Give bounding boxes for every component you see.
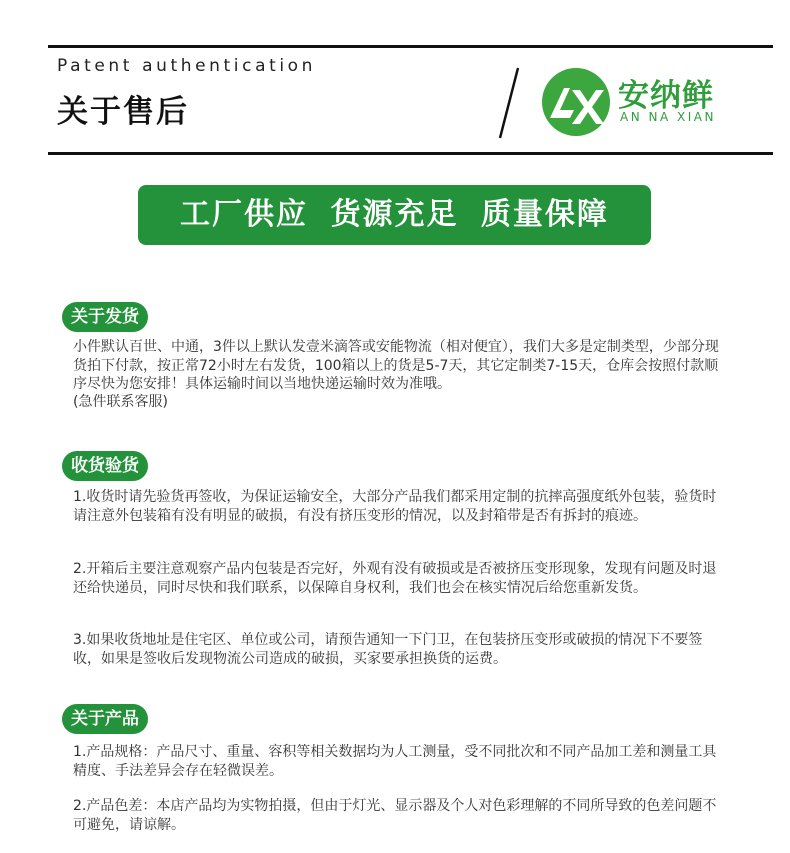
inspection-paragraph-1: 1.收货时请先验货再签收，为保证运输安全，大部分产品我们都采用定制的抗摔高强度纸外包装，验货时请注意外包装箱有没有明显的破损，有没有挤压变形的情况，以及封箱带是否有拆封的痕迹。 bbox=[73, 489, 717, 524]
top-divider bbox=[48, 45, 773, 48]
page-title: 关于售后 bbox=[57, 94, 189, 130]
brand-logo bbox=[536, 62, 746, 140]
inspection-paragraph-3: 3.如果收货地址是住宅区、单位或公司，请预告通知一下门卫，在包装挤压变形或破损的情况下不要签收，如果是签收后发现物流公司造成的破损，买家要承担换货的运费。 bbox=[73, 632, 703, 667]
shipping-note: (急件联系客服) bbox=[73, 394, 168, 410]
brand-mark-icon bbox=[540, 66, 612, 138]
brand-name-cn: 安纳鲜 bbox=[618, 78, 714, 114]
header-subtitle: Patent authentication bbox=[57, 56, 317, 76]
section-title-shipping: 关于发货 bbox=[62, 302, 148, 332]
section-title-inspection: 收货验货 bbox=[62, 451, 148, 481]
product-paragraph-1: 1.产品规格：产品尺寸、重量、容积等相关数据均为人工测量，受不同批次和不同产品加工差和测量工具精度、手法差异会存在轻微误差。 bbox=[73, 744, 717, 779]
product-paragraph-2: 2.产品色差：本店产品均为实物拍摄，但由于灯光、显示器及个人对色彩理解的不同所导致的色差问题不可避免，请谅解。 bbox=[73, 798, 717, 833]
shipping-paragraph: 小件默认百世、中通，3件以上默认发壹米滴答或安能物流（相对便宜），我们大多是定制类型，少部分现货拍下付款，按正常72小时左右发货，100箱以上的货是5-7天，其它定制类7-15天，仓库会按照付款顺序尽快为您安排！具体运输时间以当地快递运输时效为准哦。 bbox=[73, 339, 719, 392]
inspection-paragraph-2: 2.开箱后主要注意观察产品内包装是否完好，外观有没有破损或是否被挤压变形现象，发现有问题及时退还给快递员，同时尽快和我们联系，以保障自身权利，我们也会在核实情况后给您重新发货。 bbox=[73, 561, 717, 596]
slash-divider bbox=[494, 66, 524, 140]
promo-banner: 工厂供应 货源充足 质量保障 bbox=[138, 185, 651, 245]
brand-name-en: AN NA XIAN bbox=[620, 110, 716, 124]
section-title-product: 关于产品 bbox=[62, 704, 148, 734]
bottom-divider bbox=[48, 152, 773, 155]
